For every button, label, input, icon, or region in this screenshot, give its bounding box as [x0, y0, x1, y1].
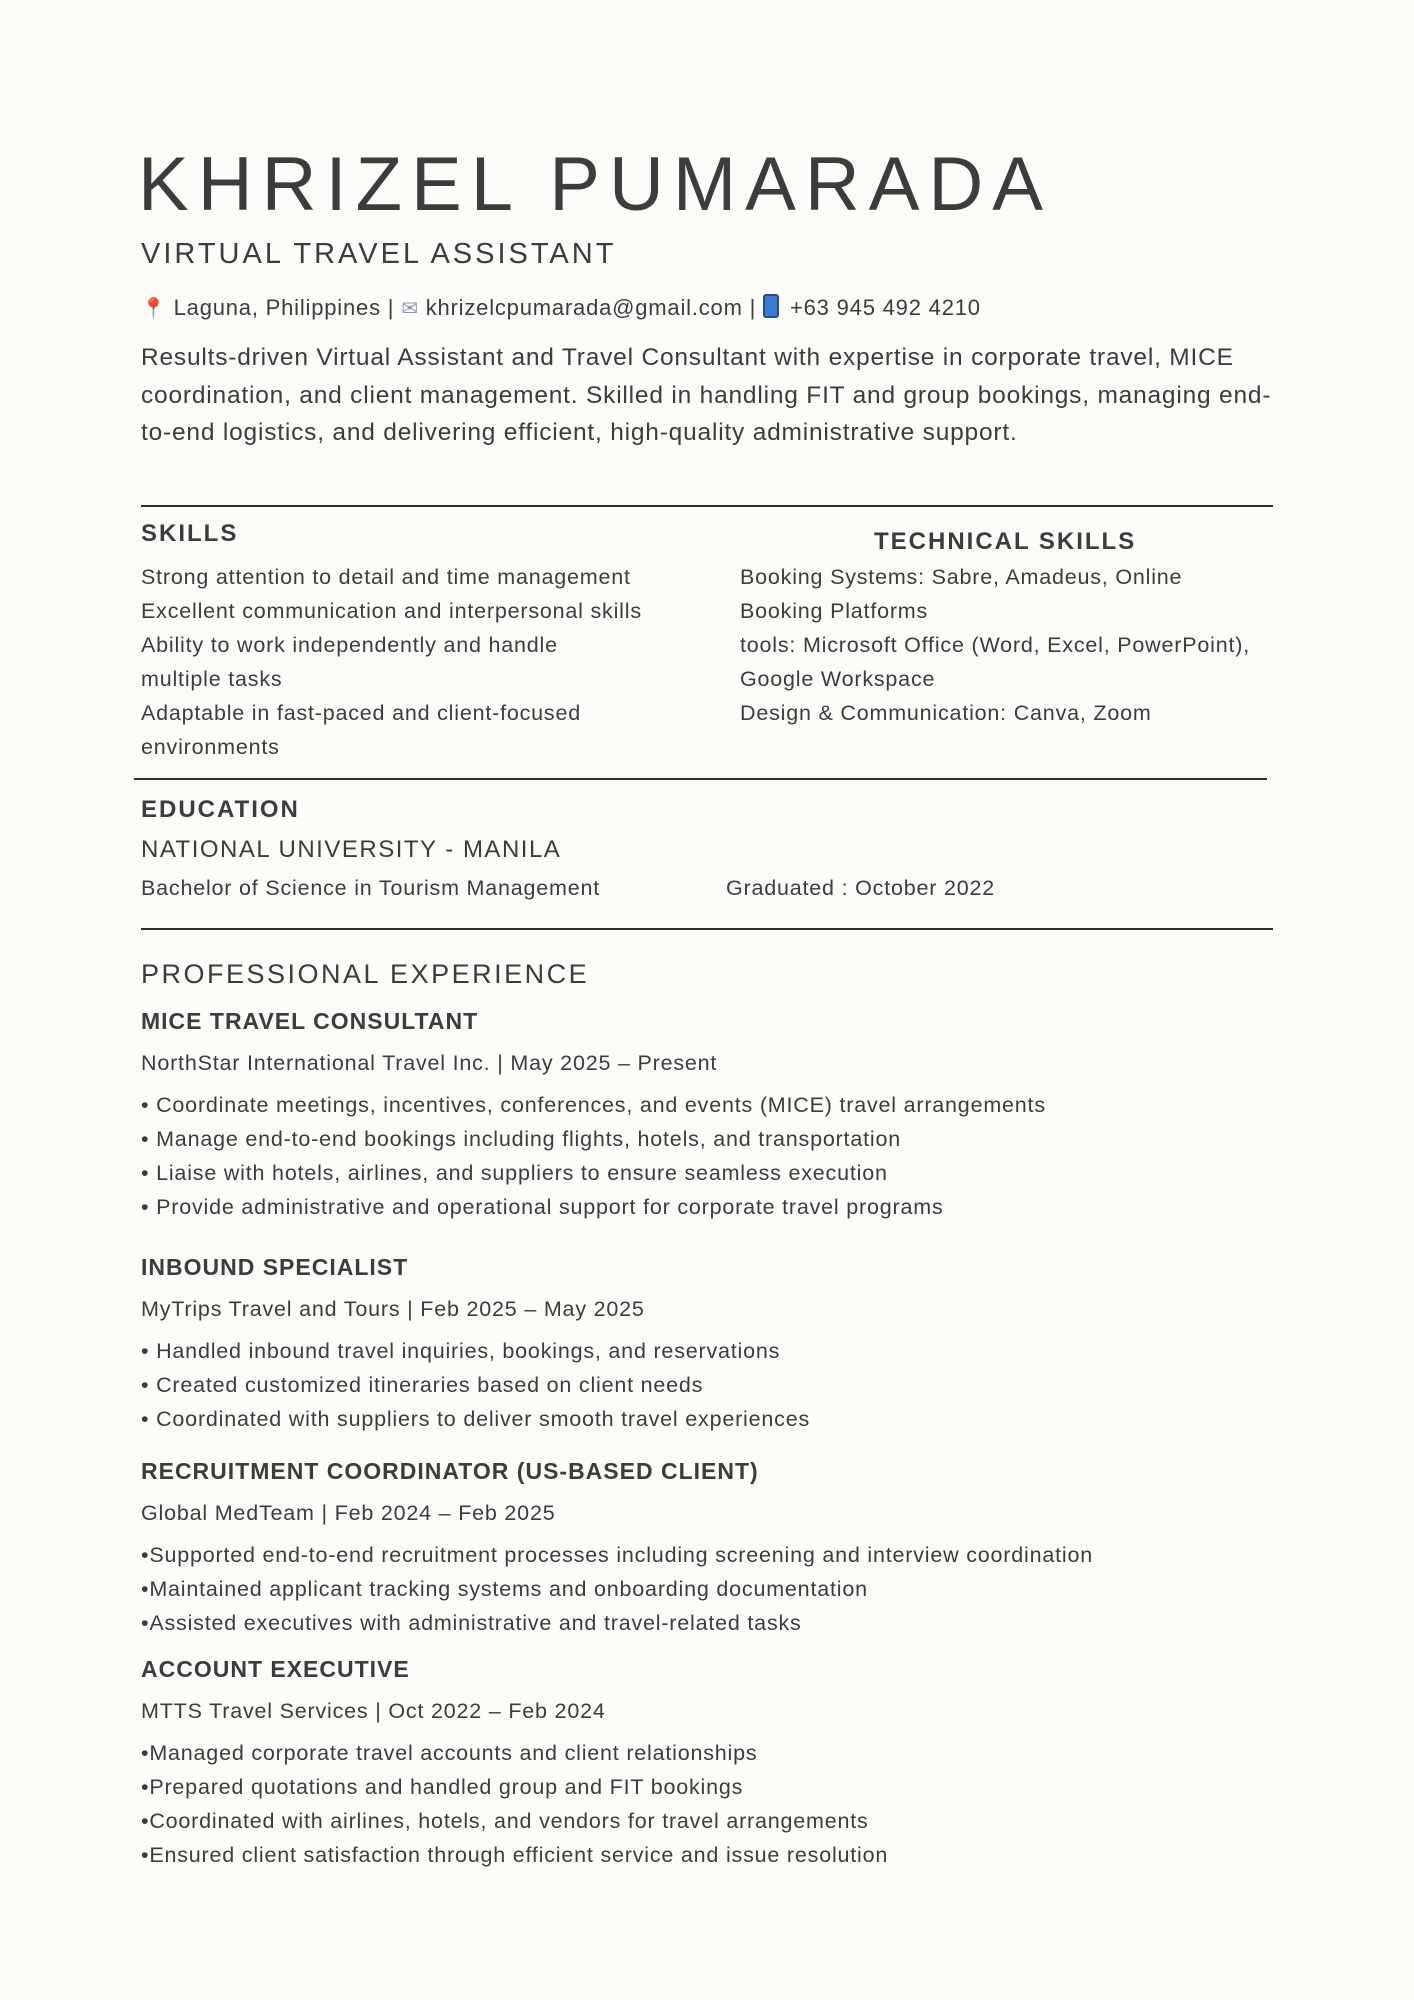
divider-line	[141, 505, 1273, 507]
education-graduated: Graduated : October 2022	[726, 876, 996, 900]
bullet-item: • Manage end-to-end bookings including flights, hotels, and transportation	[141, 1127, 901, 1151]
candidate-name: KHRIZEL PUMARADA	[138, 142, 1052, 227]
job-meta: Global MedTeam | Feb 2024 – Feb 2025	[141, 1501, 556, 1525]
bullet-item: • Coordinated with suppliers to deliver smooth travel experiences	[141, 1407, 811, 1431]
job-meta: MyTrips Travel and Tours | Feb 2025 – May 2025	[141, 1297, 645, 1321]
skill-item: Adaptable in fast-paced and client-focused	[141, 701, 581, 725]
job-bullets	[141, 1334, 810, 1436]
job-entry	[141, 1252, 810, 1436]
summary-paragraph: Results-driven Virtual Assistant and Travel Consultant with expertise in corporate travel, MICE coordination, and client management. Skilled in handling FIT and group bookings, managing end-to-end logistics, and delivering efficient, high-quality administrative support.	[141, 344, 1272, 446]
education-degree: Bachelor of Science in Tourism Management	[141, 876, 601, 900]
technical-skill-item: Booking Systems: Sabre, Amadeus, Online	[740, 565, 1183, 589]
bullet-item: •Managed corporate travel accounts and client relationships	[141, 1741, 758, 1765]
job-bullets	[141, 1736, 888, 1872]
skill-item: multiple tasks	[141, 667, 283, 691]
email-text[interactable]: khrizelcpumarada@gmail.com |	[425, 295, 757, 320]
contact-line	[141, 294, 1281, 323]
skills-list	[141, 560, 741, 764]
technical-skills-heading: TECHNICAL SKILLS	[874, 528, 1137, 555]
technical-skill-item: tools: Microsoft Office (Word, Excel, PowerPoint),	[740, 633, 1250, 657]
skill-item: Ability to work independently and handle	[141, 633, 558, 657]
skill-item: environments	[141, 735, 280, 759]
bullet-item: • Handled inbound travel inquiries, bookings, and reservations	[141, 1339, 781, 1363]
job-entry	[141, 1006, 1046, 1224]
bullet-item: •Ensured client satisfaction through efficient service and issue resolution	[141, 1843, 889, 1867]
skills-heading: SKILLS	[141, 520, 239, 547]
technical-skill-item: Google Workspace	[740, 667, 936, 691]
phone-text[interactable]: +63 945 492 4210	[790, 295, 981, 320]
job-entry	[141, 1456, 1093, 1640]
job-bullets	[141, 1538, 1093, 1640]
skill-item: Excellent communication and interpersonal skills	[141, 599, 642, 623]
bullet-item: •Assisted executives with administrative and travel-related tasks	[141, 1611, 802, 1635]
mobile-phone-icon	[763, 294, 779, 318]
experience-heading: PROFESSIONAL EXPERIENCE	[141, 959, 590, 989]
candidate-role: VIRTUAL TRAVEL ASSISTANT	[141, 238, 617, 270]
bullet-item: •Prepared quotations and handled group and FIT bookings	[141, 1775, 744, 1799]
job-meta: MTTS Travel Services | Oct 2022 – Feb 2024	[141, 1699, 606, 1723]
skills-section	[141, 520, 741, 764]
skill-item: Strong attention to detail and time management	[141, 565, 631, 589]
bullet-item: •Coordinated with airlines, hotels, and vendors for travel arrangements	[141, 1809, 869, 1833]
job-bullets	[141, 1088, 1046, 1224]
job-title: ACCOUNT EXECUTIVE	[141, 1656, 410, 1682]
divider-line	[141, 928, 1273, 930]
technical-skills-section	[740, 528, 1340, 730]
education-school: NATIONAL UNIVERSITY - MANILA	[141, 836, 562, 863]
bullet-item: • Coordinate meetings, incentives, conferences, and events (MICE) travel arrangements	[141, 1093, 1046, 1117]
education-heading: EDUCATION	[141, 796, 300, 823]
technical-skills-list	[740, 560, 1340, 730]
experience-section	[141, 956, 1301, 1867]
bullet-item: • Provide administrative and operational support for corporate travel programs	[141, 1195, 944, 1219]
divider-line	[134, 778, 1267, 780]
job-meta: NorthStar International Travel Inc. | May 2025 – Present	[141, 1051, 718, 1075]
bullet-item: •Supported end-to-end recruitment processes including screening and interview coordination	[141, 1543, 1093, 1567]
resume-page	[138, 140, 1281, 1867]
location-pin-icon: 📍	[141, 298, 167, 320]
technical-skill-item: Booking Platforms	[740, 599, 929, 623]
envelope-icon: ✉	[401, 298, 419, 320]
technical-skill-item: Design & Communication: Canva, Zoom	[740, 701, 1152, 725]
location-text: Laguna, Philippines |	[173, 295, 395, 320]
bullet-item: •Maintained applicant tracking systems and onboarding documentation	[141, 1577, 868, 1601]
job-title: RECRUITMENT COORDINATOR (US-BASED CLIENT)	[141, 1458, 759, 1484]
job-title: INBOUND SPECIALIST	[141, 1254, 409, 1280]
bullet-item: • Liaise with hotels, airlines, and suppliers to ensure seamless execution	[141, 1161, 888, 1185]
bullet-item: • Created customized itineraries based on client needs	[141, 1373, 704, 1397]
job-title: MICE TRAVEL CONSULTANT	[141, 1008, 479, 1034]
education-details	[141, 876, 1281, 901]
job-entry	[141, 1654, 888, 1872]
education-section	[141, 796, 1281, 901]
